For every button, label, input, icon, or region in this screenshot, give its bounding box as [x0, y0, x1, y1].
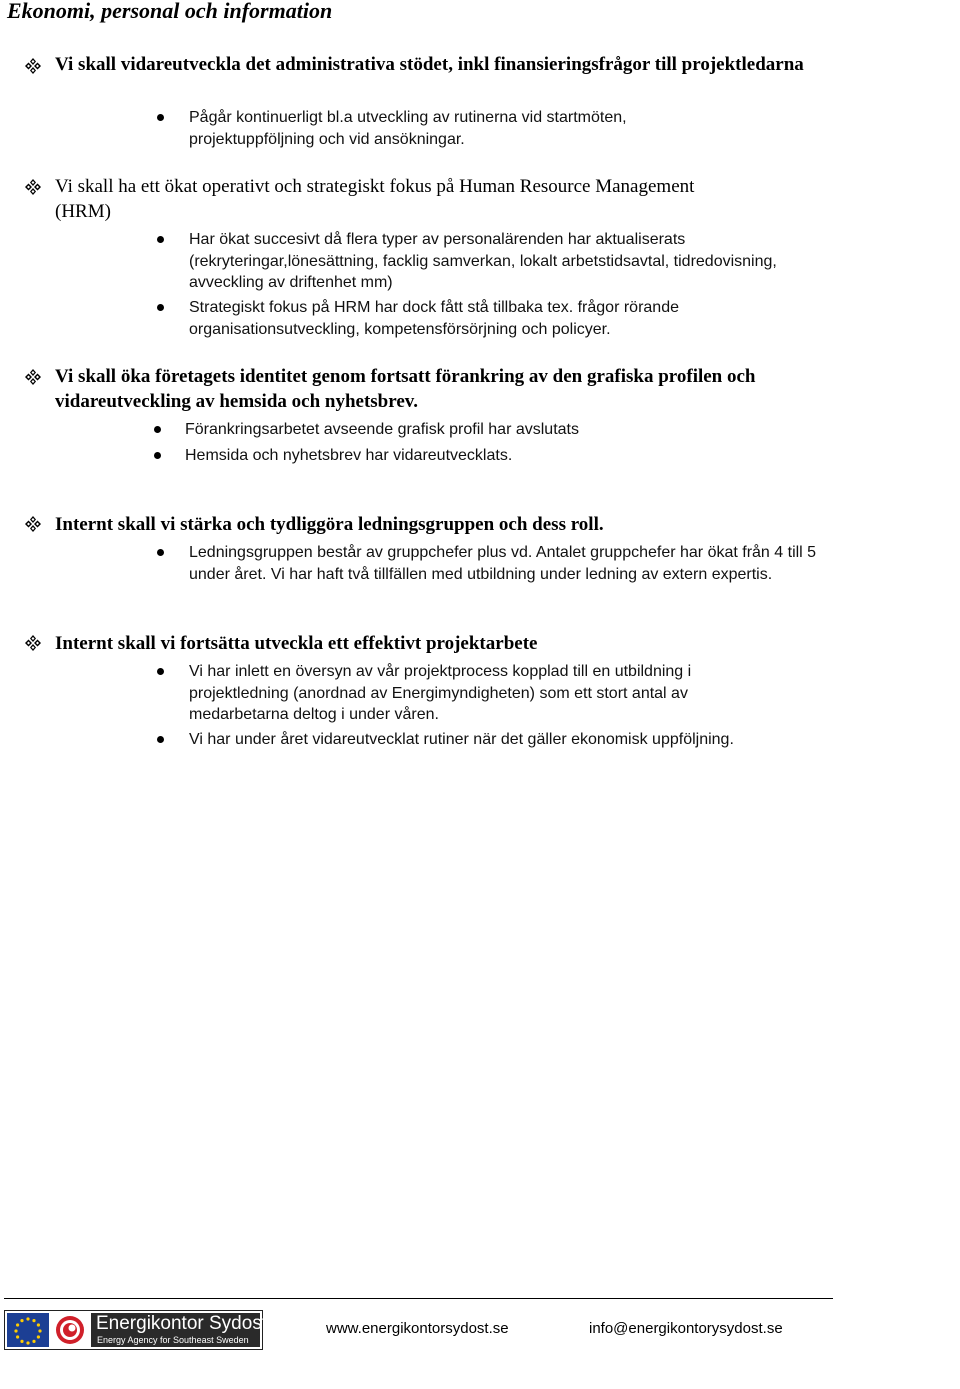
bullet-text: Ledningsgruppen består av gruppchefer plus vd. Antalet gruppchefer har ökat från 4 till 5 under året. Vi har haft två tillfällen med utbildning under ledning av extern expertis.: [189, 544, 817, 583]
bullet-icon: [157, 549, 164, 556]
website-link[interactable]: www.energikontorsydost.se: [326, 1320, 509, 1337]
bullet-text: Har ökat succesivt då flera typer av personalärenden har aktualiserats (rekryteringar,lönesättning, facklig samverkan, lokalt arbetstidsavtal, tidredovisning, avveckling av driftenhet mm): [189, 231, 777, 291]
bullet-text: Strategiskt fokus på HRM har dock fått stå tillbaka tex. frågor rörande organisationsutveckling, kompetensförsörjning och policyer.: [189, 299, 679, 338]
email-link[interactable]: info@energikontorysydost.se: [589, 1320, 783, 1337]
bullet-text: Vi har under året vidareutvecklat rutiner när det gäller ekonomisk uppföljning.: [189, 731, 734, 748]
energikontor-sydost-logo: [4, 1310, 268, 1350]
eu-flag-icon: [7, 1313, 49, 1347]
four-diamond-icon: [23, 177, 43, 197]
bullet-icon: [154, 452, 161, 459]
bullet-icon: [157, 236, 164, 243]
section-heading-management-group: Internt skall vi stärka och tydliggöra ledningsgruppen och dess roll.: [55, 514, 604, 535]
section-heading-hrm: Vi skall ha ett ökat operativt och strategiskt fokus på Human Resource Management (HRM): [55, 176, 695, 222]
energy-swirl-icon: [51, 1313, 89, 1347]
page-title: Ekonomi, personal och information: [7, 0, 333, 23]
bullet-text: Vi har inlett en översyn av vår projektprocess kopplad till en utbildning i projektledning (anordnad av Energimyndigheten) som ett stort antal av medarbetarna deltog i under våren.: [189, 663, 692, 723]
bullet-icon: [157, 114, 164, 121]
four-diamond-icon: [23, 514, 43, 534]
logo-wordmark: [91, 1313, 268, 1347]
bullet-icon: [157, 668, 164, 675]
bullet-icon: [154, 426, 161, 433]
bullet-text: Hemsida och nyhetsbrev har vidareutvecklats.: [185, 447, 513, 464]
bullet-icon: [157, 736, 164, 743]
footer-divider: [4, 1298, 833, 1299]
section-heading-brand-identity: Vi skall öka företagets identitet genom fortsatt förankring av den grafiska profilen och vidareutveckling av hemsida och nyhetsbrev.: [55, 366, 756, 412]
bullet-text: Pågår kontinuerligt bl.a utveckling av rutinerna vid startmöten, projektuppföljning och vid ansökningar.: [189, 109, 627, 148]
section-heading-administrative-support: Vi skall vidareutveckla det administrativa stödet, inkl finansieringsfrågor till projektledarna: [55, 54, 804, 75]
section-heading-project-work: Internt skall vi fortsätta utveckla ett effektivt projektarbete: [55, 633, 538, 654]
four-diamond-icon: [23, 56, 43, 76]
four-diamond-icon: [23, 367, 43, 387]
bullet-icon: [157, 304, 164, 311]
logo-tagline: Energy Agency for Southeast Sweden: [97, 1335, 249, 1345]
bullet-text: Förankringsarbetet avseende grafisk profil har avslutats: [185, 421, 579, 438]
four-diamond-icon: [23, 633, 43, 653]
logo-name: Energikontor Sydost: [96, 1313, 268, 1334]
